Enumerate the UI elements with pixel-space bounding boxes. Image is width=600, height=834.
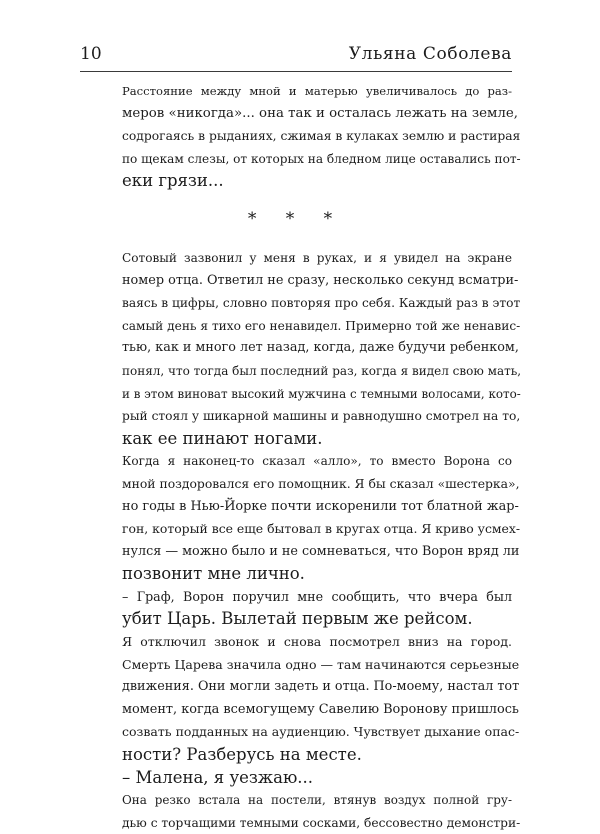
text-line: еки грязи... [122, 171, 224, 191]
text-line: Она резко встала на постели, втянув воздух полной гру- [122, 793, 512, 808]
text-line: – Граф, Ворон поручил мне сообщить, что вчера был [122, 588, 512, 604]
paragraph [80, 767, 512, 790]
paragraph [80, 586, 512, 631]
text-line: Сотовый зазвонил у меня в руках, и я увидел на экране [122, 250, 512, 265]
text-line: момент, когда всемогущему Савелию Воронову пришлось [122, 701, 519, 717]
header-rule [80, 71, 512, 72]
text-line: ности? Разберусь на месте. [122, 745, 362, 765]
text-line: Смерть Царева значила одно — там начинаются серьезные [122, 656, 520, 672]
text-line: содрогаясь в рыданиях, сжимая в кулаках землю и растирая [122, 129, 521, 144]
text-line: но годы в Нью-Йорке почти искоренили тот блатной жар- [122, 498, 519, 514]
text-line: позвонит мне лично. [122, 564, 305, 584]
text-line: тью, как и много лет назад, когда, даже будучи ребенком, [122, 340, 519, 356]
text-line: Расстояние между мной и матерью увеличивалось до раз- [122, 84, 512, 98]
text-line: созвать подданных на аудиенцию. Чувствует дыхание опас- [122, 724, 520, 740]
paragraph [80, 247, 522, 450]
text-line: номер отца. Ответил не сразу, несколько секунд всматри- [122, 272, 519, 288]
text-line: рый стоял у шикарной машины и равнодушно смотрел на то, [122, 409, 521, 424]
paragraph [80, 80, 521, 193]
text-line: Когда я наконец-то сказал «алло», то вместо Ворона со [122, 454, 512, 469]
text-line: гон, который все еще бытовал в кругах отца. Я криво усмех- [122, 521, 521, 537]
page-number: 10 [80, 44, 102, 64]
page-body [80, 80, 522, 834]
paragraph [80, 789, 521, 834]
paragraph [80, 450, 521, 586]
text-line: как ее пинают ногами. [122, 428, 323, 448]
text-line: мной поздоровался его помощник. Я бы сказал «шестерка», [122, 476, 520, 491]
text-line: движения. Они могли задеть и отца. По-моему, настал тот [122, 679, 520, 695]
text-line: самый день я тихо его ненавидел. Примерно той же ненавис- [122, 318, 521, 333]
running-header [80, 44, 512, 70]
text-line: – Малена, я уезжаю... [122, 767, 314, 787]
text-line: ваясь в цифры, словно повторяя про себя. Каждый раз в этот [122, 296, 521, 311]
author-name: Ульяна Соболева [348, 44, 512, 64]
text-line: по щекам слезы, от которых на бледном лице оставались пот- [122, 151, 521, 166]
text-line: убит Царь. Вылетай первым же рейсом. [122, 609, 473, 629]
text-line: нулся — можно было и не сомневаться, что Ворон вряд ли [122, 543, 520, 559]
section-separator: * * * [247, 208, 345, 229]
text-line: понял, что тогда был последний раз, когда я видел свою мать, [122, 363, 522, 378]
text-line: Я отключил звонок и снова посмотрел вниз на город. [122, 634, 512, 650]
text-line: дью с торчащими темными сосками, бессовестно демонстри- [122, 815, 521, 830]
paragraph [80, 631, 520, 767]
text-line: меров «никогда»... она так и осталась лежать на земле, [122, 105, 518, 121]
text-line: и в этом виноват высокий мужчина с темными волосами, кото- [122, 386, 521, 401]
